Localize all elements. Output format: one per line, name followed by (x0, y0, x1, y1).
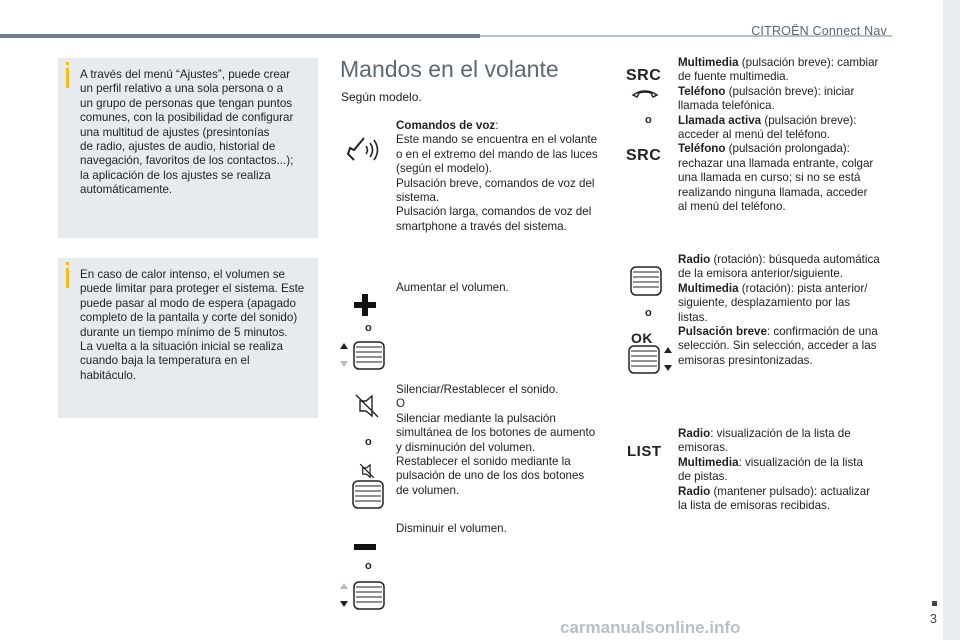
src-l4: Teléfono (678, 142, 726, 156)
footer-marker (932, 601, 937, 606)
info-note-heat (58, 258, 318, 418)
src-l1: Multimedia (678, 56, 739, 69)
plus-icon (353, 293, 377, 317)
note-text: En caso de calor intenso, el volumen se puede limitar para proteger el sistema. Este puede pasar al modo de espera (apagado completo de la pantalla y corte del sonido) durante un tiempo mínimo de 5 minutos. La vuelta a la situación inicial se realiza cuando baja la temperatura en el habitáculo. (80, 268, 305, 382)
scroll-wheel-icon (630, 266, 662, 298)
src-t2: (pulsación breve): iniciar llamada telefónica. (678, 84, 855, 113)
or-text: o (645, 307, 652, 319)
section-subtitle: Según modelo. (341, 90, 422, 104)
list-l3: Radio (678, 484, 711, 498)
or-text: o (365, 560, 372, 572)
radio-t3: : confirmación de una selección. Sin selección, acceder a las emisoras presintonizadas. (678, 325, 878, 367)
or-text: o (645, 114, 652, 126)
list-t3: (mantener pulsado): actualizar la lista de emisoras recibidas. (678, 484, 871, 513)
volume-wheel-down-icon (340, 581, 386, 611)
src-l3: Llamada activa (678, 113, 762, 127)
info-icon (66, 68, 69, 88)
radio-t1: (rotación): búsqueda automática de la emisora anterior/siguiente. (678, 253, 880, 281)
voice-command-icon (344, 134, 380, 164)
mute-icon (354, 393, 380, 419)
info-icon (66, 268, 69, 288)
src-label: SRC (626, 67, 662, 84)
voice-label: Comandos de voz (396, 119, 496, 132)
voice-command-desc (396, 119, 606, 234)
side-tab (943, 0, 960, 640)
volume-down-desc: Disminuir el volumen. (396, 522, 507, 535)
ok-label: OK (631, 330, 653, 346)
volume-wheel-up-icon (340, 341, 386, 371)
volume-up-desc: Aumentar el volumen. (396, 281, 509, 294)
volume-wheel-icon (352, 480, 384, 510)
radio-l2: Multimedia (678, 281, 739, 295)
src-label-alt: SRC (626, 147, 662, 164)
watermark-text: carmanualsonline.info (560, 618, 741, 637)
list-label: LIST (627, 443, 662, 460)
section-title: Mandos en el volante (340, 56, 559, 82)
page-number: 3 (929, 611, 937, 626)
src-t3: (pulsación breve): acceder al menú del teléfono. (678, 113, 857, 142)
list-desc (678, 427, 888, 513)
list-l2: Multimedia (678, 455, 739, 469)
list-l1: Radio (678, 427, 711, 440)
radio-l1: Radio (678, 253, 711, 266)
voice-text: : Este mando se encuentra en el volante o en el extremo del mando de las luces (según el modelo). Pulsación breve, comandos de voz del sistema. Pulsación larga, comandos de voz del smartphone a través del sistema. (396, 119, 598, 233)
note-text: A través del menú “Ajustes”, puede crear un perfil relativo a una sola persona o a un grupo de personas que tengan puntos comunes, con la posibilidad de configurar una multitud de ajustes (presintonías de radio, ajustes de audio, historial de navegación, favoritos de los contactos...); la aplicación de los ajustes se realiza automáticamente. (80, 68, 294, 197)
src-t1: (pulsación breve): cambiar de fuente multimedia. (678, 56, 879, 84)
small-mute-icon (359, 463, 375, 479)
header-rule (0, 34, 480, 38)
src-t4: (pulsación prolongada): rechazar una llamada entrante, colgar una llamada en curso; si no se está realizando ninguna llamada, acceder al menú del teléfono. (678, 142, 874, 214)
list-t1: : visualización de la lista de emisoras. (678, 427, 851, 455)
phone-icon (631, 87, 659, 99)
list-t2: : visualización de la lista de pistas. (678, 455, 863, 484)
ok-wheel-icon (628, 345, 674, 375)
page-header-title: CITROËN Connect Nav (751, 24, 887, 38)
minus-icon (353, 543, 377, 551)
radio-desc (678, 253, 888, 368)
info-note-profiles (58, 58, 318, 238)
src-desc (678, 56, 888, 214)
radio-l3: Pulsación breve (678, 325, 767, 339)
src-l2: Teléfono (678, 84, 726, 98)
or-text: o (365, 322, 372, 334)
or-text: o (365, 436, 372, 448)
radio-t2: (rotación): pista anterior/ siguiente, desplazamiento por las listas. (678, 281, 868, 324)
mute-desc: Silenciar/Restablecer el sonido. O Silenciar mediante la pulsación simultánea de los botones de aumento y disminución del volumen. Restablecer el sonido mediante la pulsación de uno de los dos botones de volumen. (396, 383, 596, 497)
